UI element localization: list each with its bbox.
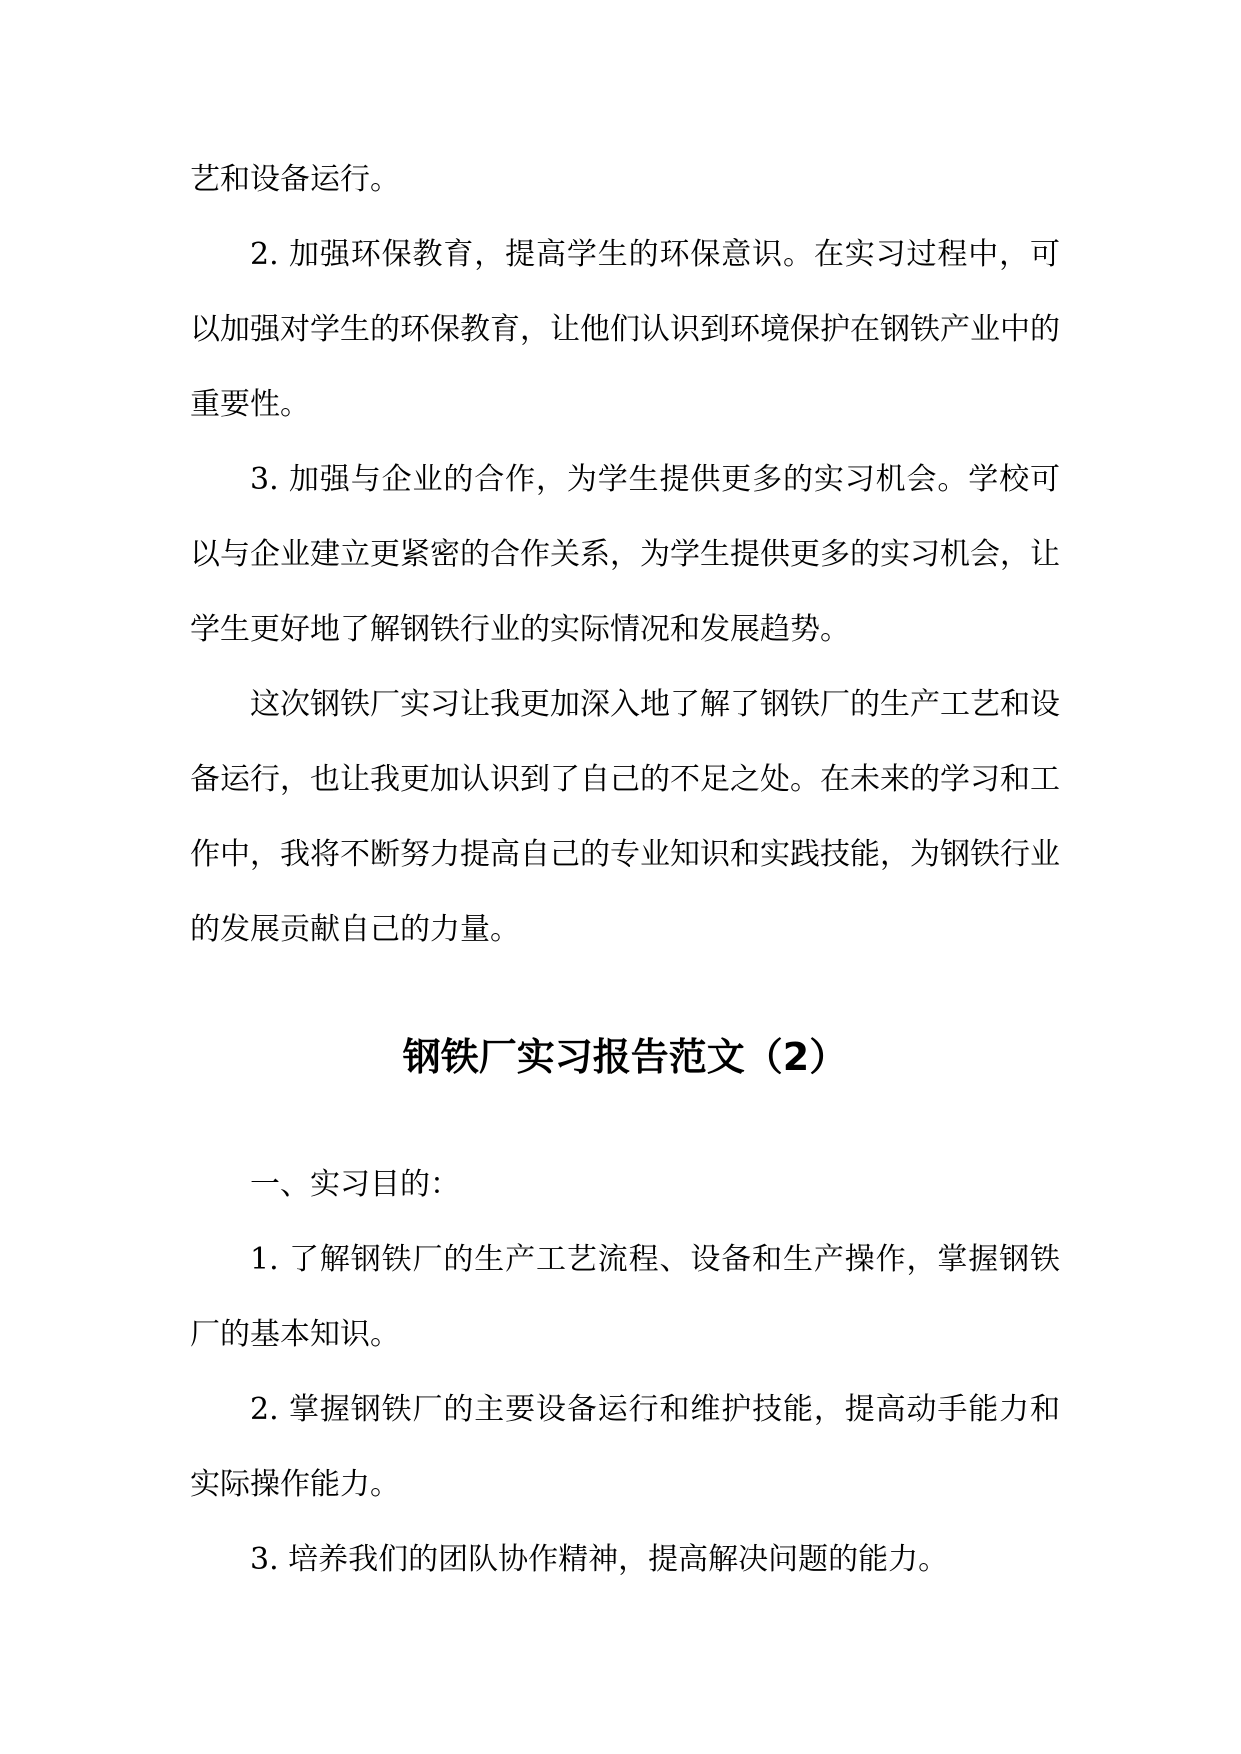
section-heading: 钢铁厂实习报告范文（2）	[402, 1035, 848, 1079]
paragraph: 3. 加强与企业的合作，为学生提供更多的实习机会。学校可以与企业建立更紧密的合作关系，为学生提供更多的实习机会，让学生更好地了解钢铁行业的实际情况和发展趋势。	[190, 462, 1060, 647]
paragraph: 2. 加强环保教育，提高学生的环保意识。在实习过程中，可以加强对学生的环保教育，让他们认识到环境保护在钢铁产业中的重要性。	[190, 237, 1060, 422]
paragraph: 2. 掌握钢铁厂的主要设备运行和维护技能，提高动手能力和实际操作能力。	[190, 1392, 1060, 1502]
document-body	[190, 142, 1060, 1597]
paragraph: 艺和设备运行。	[190, 162, 400, 197]
paragraph: 1. 了解钢铁厂的生产工艺流程、设备和生产操作，掌握钢铁厂的基本知识。	[190, 1242, 1060, 1352]
paragraph: 这次钢铁厂实习让我更加深入地了解了钢铁厂的生产工艺和设备运行，也让我更加认识到了自己的不足之处。在未来的学习和工作中，我将不断努力提高自己的专业知识和实践技能，为钢铁行业的发展贡献自己的力量。	[190, 687, 1060, 947]
paragraph: 3. 培养我们的团队协作精神，提高解决问题的能力。	[250, 1542, 949, 1577]
paragraph: 一、实习目的：	[250, 1167, 460, 1202]
